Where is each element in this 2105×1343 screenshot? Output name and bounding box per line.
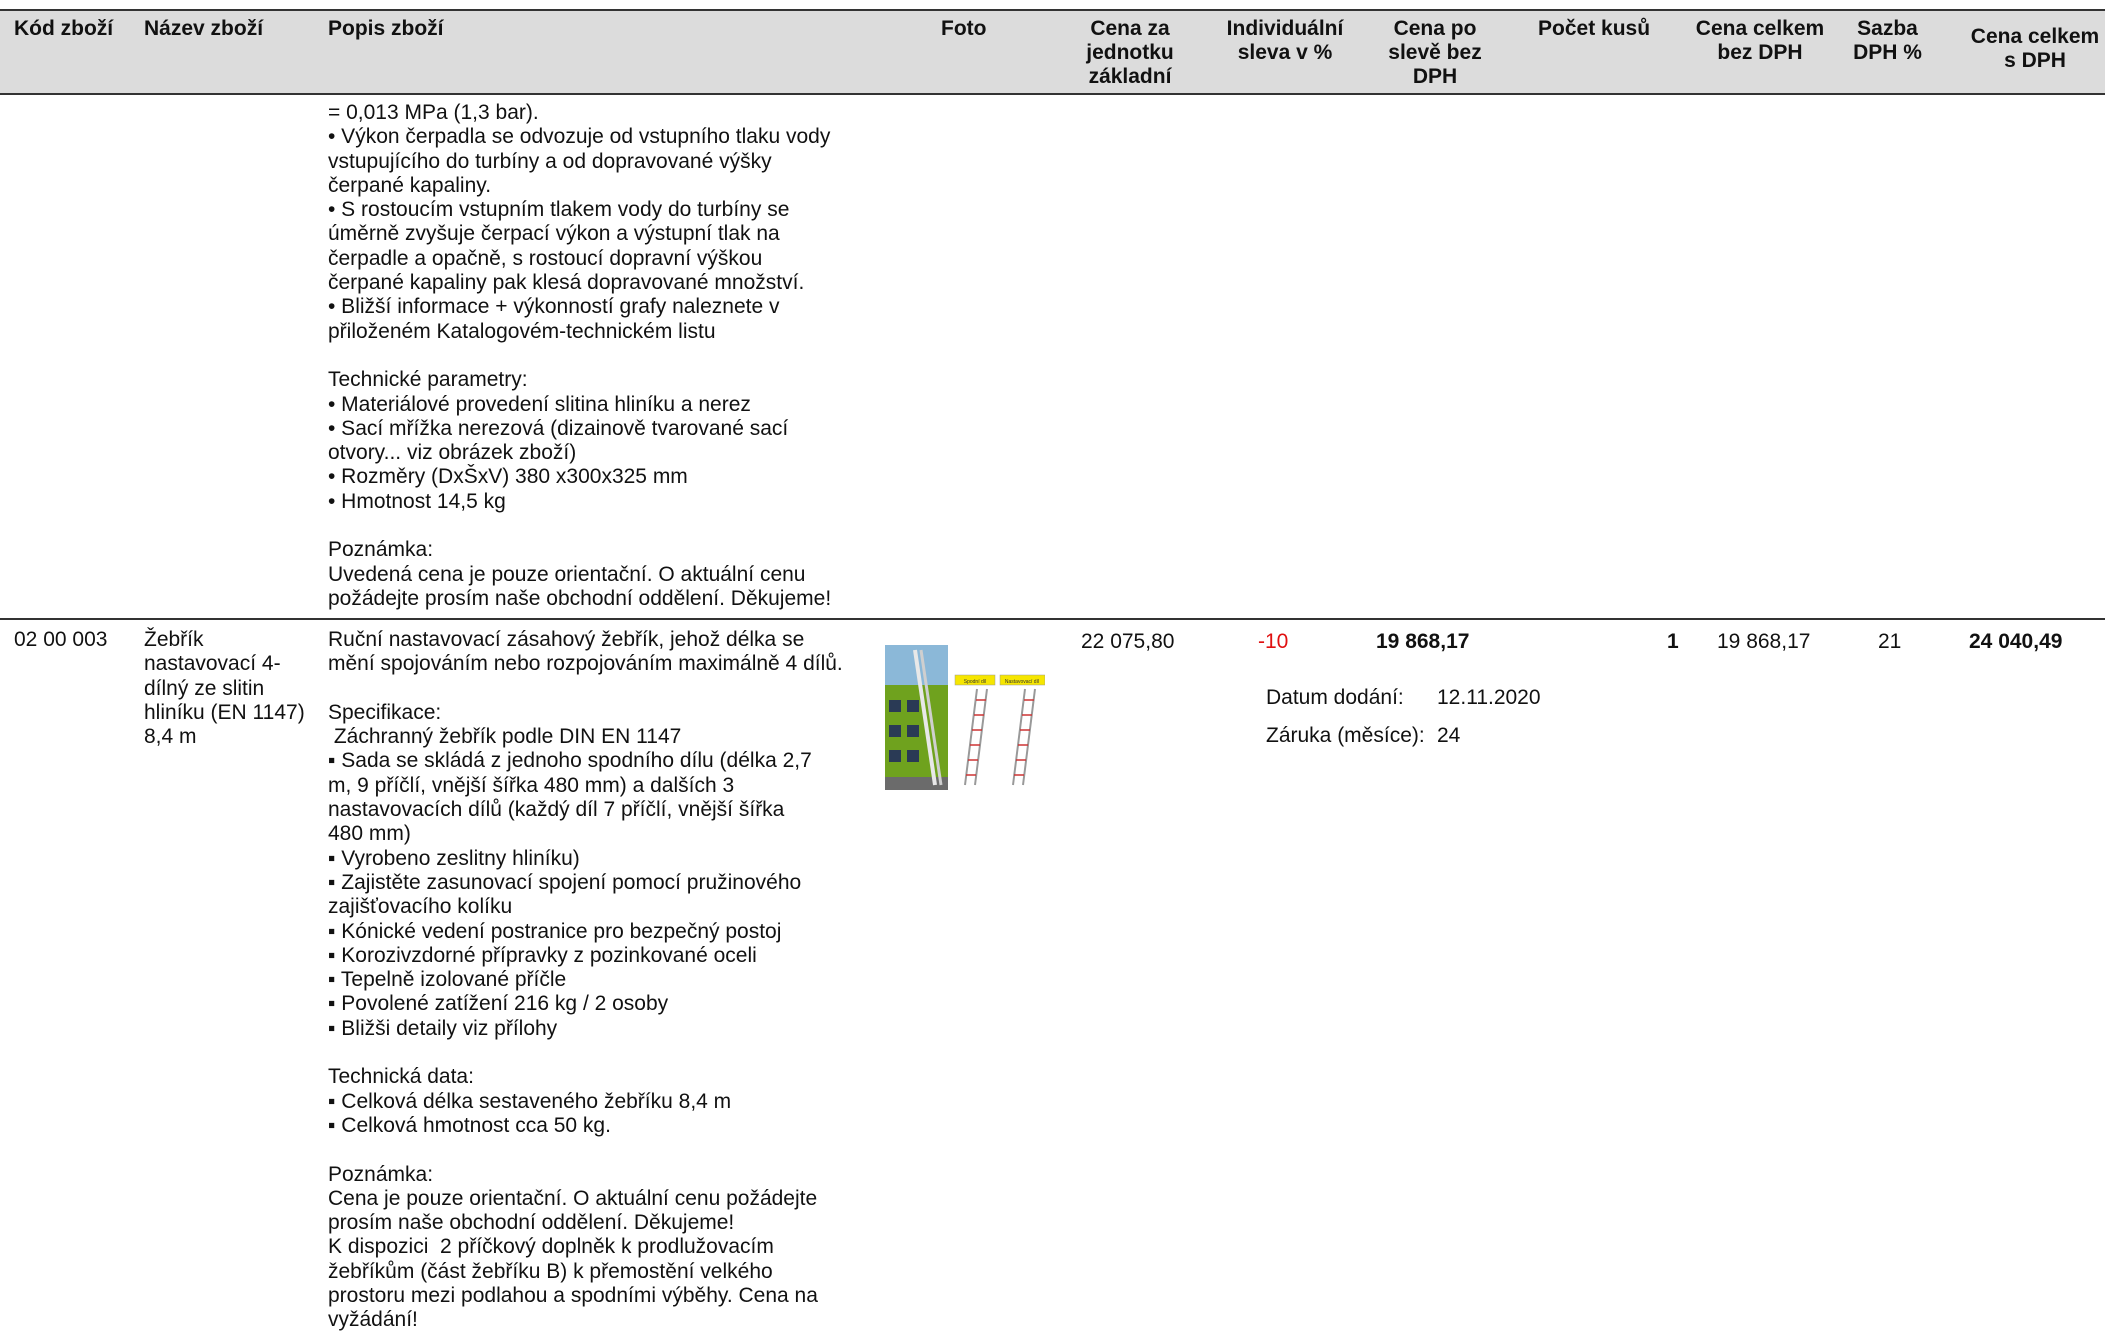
header-photo: Foto (941, 17, 987, 40)
delivery-date-label: Datum dodání: (1266, 686, 1404, 709)
row2-price-after-discount: 19 868,17 (1376, 630, 1470, 653)
header-total-with-vat: Cena celkem s DPH (1970, 25, 2100, 72)
row2-vat-rate: 21 (1878, 630, 1902, 653)
row2-name: Žebřík nastavovací 4- dílný ze slitin hliníku (EN 1147) 8,4 m (144, 628, 305, 749)
header-unit-price: Cena za jednotku základní (1086, 17, 1174, 88)
header-description: Popis zboží (328, 17, 444, 40)
row2-code: 02 00 003 (14, 628, 108, 651)
delivery-date-value: 12.11.2020 (1437, 686, 1541, 709)
row2-description: Ruční nastavovací zásahový žebřík, jehož délka se mění spojováním nebo rozpojováním maximálně 4 dílů. Specifikace: Záchranný žebřík podle DIN EN 1147 ▪ Sada se skládá z jednoho spodního dílu (délka 2,7 m, 9 příčlí, vnější šířka 480 mm) a dalších 3 nastavovacích dílů (každý díl 7 příčlí, vnější šířka 480 mm) ▪ Vyrobeno zeslitny hliníku) ▪ Zajistěte zasunovací spojení pomocí pružinového zajišťovacího kolíku ▪ Kónické vedení postranice pro bezpečný postoj ▪ Korozivzdorné přípravky z pozinkované oceli ▪ Tepelně izolované příčle ▪ Povolené zatížení 216 kg / 2 osoby ▪ Bližši detaily viz přílohy Technická data: ▪ Celková délka sestaveného žebříku 8,4 m ▪ Celková hmotnost cca 50 kg. Poznámka: Cena je pouze orientační. O aktuální cenu požádejte prosím naše obchodní oddělení. Děkujeme! K dispozici 2 příčkový doplněk k prodlužovacím žebříkům (část žebříku B) k přemostění velkého prostoru mezi podlahou a spodními výběhy. Cena na vyžádání! (328, 628, 843, 1332)
label-bottom-part-text: Spodní díl (963, 679, 987, 685)
row1-description: = 0,013 MPa (1,3 bar). • Výkon čerpadla se odvozuje od vstupního tlaku vody vstupujícího do turbíny a od dopravované výšky čerpané kapaliny. • S rostoucím vstupním tlakem vody do turbíny se úměrně zvyšuje čerpací výkon a výstupní tlak na čerpadle a opačně, s rostoucí dopravní výškou čerpané kapaliny pak klesá dopravované množství. • Bližší informace + výkonností grafy naleznete v přiloženém Katalogovém-technickém listu Technické parametry: • Materiálové provedení slitina hliníku a nerez • Sací mřížka nerezová (dizainově tvarované sací otvory... viz obrázek zboží) • Rozměry (DxŠxV) 380 x300x325 mm • Hmotnost 14,5 kg Poznámka: Uvedená cena je pouze orientační. O aktuální cenu požádejte prosím naše obchodní oddělení. Děkujeme! (328, 101, 832, 610)
label-extension-part-text: Nastavovací díl (1004, 679, 1040, 685)
warranty-label: Záruka (měsíce): (1266, 724, 1425, 747)
row2-total-with-vat: 24 040,49 (1969, 630, 2063, 653)
row2-discount: -10 (1258, 630, 1289, 653)
header-vat-rate: Sazba DPH % (1853, 17, 1922, 64)
header-code: Kód zboží (14, 17, 114, 40)
header-total-no-vat: Cena celkem bez DPH (1695, 17, 1825, 64)
product-photo (885, 645, 1045, 790)
ladder-section-1 (965, 689, 987, 785)
ladder-image (885, 645, 1045, 790)
row2-qty: 1 (1667, 630, 1679, 653)
table-header (0, 9, 2105, 95)
header-qty: Počet kusů (1538, 17, 1651, 40)
header-price-after-discount: Cena po slevě bez DPH (1388, 17, 1482, 88)
row2-unit-price: 22 075,80 (1081, 630, 1175, 653)
row2-total-no-vat: 19 868,17 (1717, 630, 1811, 653)
header-name: Název zboží (144, 17, 264, 40)
header-discount: Individuální sleva v % (1226, 17, 1344, 64)
ladder-section-2 (1013, 689, 1035, 785)
warranty-value: 24 (1437, 724, 1461, 747)
row-separator (0, 618, 2105, 620)
